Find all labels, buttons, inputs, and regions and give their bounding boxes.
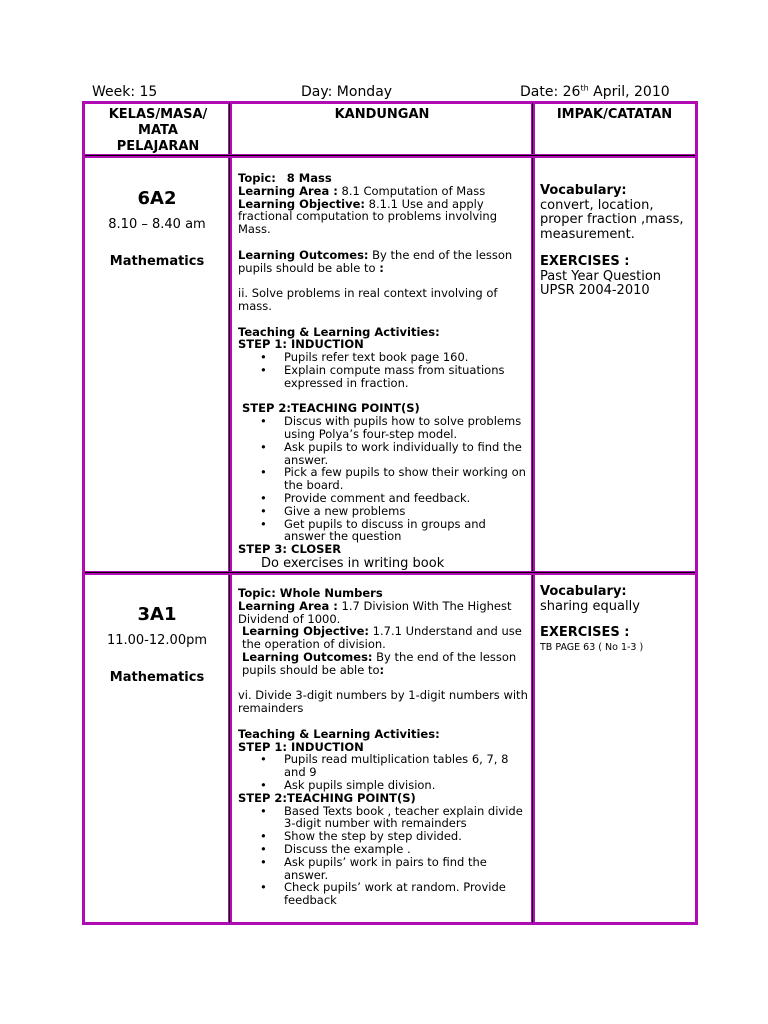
date-label [520,84,670,100]
list-item: • Pick a few pupils to show their working on the board. [284,466,530,492]
list-item: • Ask pupils simple division. [284,779,530,792]
step-1-list [238,351,530,389]
list-item: • Pupils read multiplication tables 6, 7, 8 and 9 [284,753,530,779]
activities-heading: Teaching & Learning Activities: [238,324,440,339]
step-2-list [238,805,530,907]
activities-heading: Teaching & Learning Activities: [238,726,440,741]
learning-objective-line: Learning Objective: 8.1.1 Use and apply fractional computation to problems involving Mass. [238,196,498,237]
exercises-label: EXERCISES : [540,625,630,640]
date-suffix: April, 2010 [588,84,670,100]
row-1-notes-cell [540,184,690,299]
list-item: • Ask pupils to work individually to find the answer. [284,441,530,467]
list-item: • Get pupils to discuss in groups and answer the question [284,518,530,544]
subject-name: Mathematics [109,670,205,685]
date-prefix: Date: 26 [520,84,581,100]
topic-line: Topic: Whole Numbers [238,586,383,600]
outcome-item: ii. Solve problems in real context involving of mass. [238,286,498,313]
row-2-class-cell [86,604,228,685]
step-1-heading: STEP 1: INDUCTION [238,739,364,754]
class-name: 3A1 [137,604,177,625]
learning-area-line: Learning Area : 8.1 Computation of Mass [238,183,486,198]
vocabulary-label: Vocabulary: [540,584,627,599]
column-header-class: KELAS/MASA/ MATA PELAJARAN [108,107,208,154]
row-divider [85,571,695,575]
exercises-label: EXERCISES : [540,254,630,269]
list-item: • Give a new problems [284,505,530,518]
learning-objective-line: Learning Objective: 1.7.1 Understand and use the operation of division. [242,624,522,652]
row-2-notes-cell [540,585,690,655]
column-divider-2 [531,103,535,923]
week-label: Week: 15 [92,84,158,100]
column-header-content: KANDUNGAN [334,107,430,122]
row-2-content-cell [238,587,530,907]
learning-outcomes-line: Learning Outcomes: By the end of the lesson pupils should be able to: [242,649,517,677]
list-item: • Check pupils’ work at random. Provide feedback [284,881,530,907]
step-1-heading: STEP 1: INDUCTION [238,337,364,352]
exercises-value: TB PAGE 63 ( No 1-3 ) [540,641,644,653]
class-name: 6A2 [137,188,177,209]
learning-outcomes-line: Learning Outcomes: By the end of the lesson pupils should be able to : [238,247,513,275]
list-item: • Based Texts book , teacher explain divide 3-digit number with remainders [284,805,530,831]
outcome-item: vi. Divide 3-digit numbers by 1-digit numbers with remainders [238,688,528,716]
list-item: • Show the step by step divided. [284,830,530,843]
step-2-list [238,415,530,543]
list-item: • Pupils refer text book page 160. [284,351,530,364]
step-2-heading: STEP 2:TEACHING POINT(S) [238,790,416,805]
step-3-heading: STEP 3: CLOSER [238,542,342,557]
learning-area-line: Learning Area : 1.7 Division With The Highest Dividend of 1000. [238,598,512,626]
list-item: • Explain compute mass from situations expressed in fraction. [284,364,530,390]
vocabulary-value: sharing equally [540,598,640,614]
step-1-list [238,753,530,791]
vocabulary-value: convert, location, proper fraction ,mass, measurement. [540,197,684,242]
vocabulary-label: Vocabulary: [540,183,627,198]
row-1-content-cell [238,172,530,571]
class-time: 8.10 – 8.40 am [108,217,206,232]
subject-name: Mathematics [109,254,205,269]
list-item: • Provide comment and feedback. [284,492,530,505]
column-header-notes: IMPAK/CATATAN [556,107,673,122]
step-2-heading: STEP 2:TEACHING POINT(S) [242,401,420,416]
list-item: • Discuss the example . [284,843,530,856]
exercises-value: Past Year Question UPSR 2004-2010 [540,268,662,298]
row-1-class-cell [86,188,228,269]
topic-line: Topic: 8 Mass [238,171,332,185]
day-label: Day: Monday [301,84,393,100]
step-3-text: Do exercises in writing book [261,555,445,571]
date-superscript: th [580,83,589,93]
list-item: • Ask pupils’ work in pairs to find the answer. [284,856,530,882]
class-time: 11.00-12.00pm [106,633,208,648]
list-item: • Discus with pupils how to solve problems using Polya’s four-step model. [284,415,530,441]
column-divider-1 [228,103,232,923]
